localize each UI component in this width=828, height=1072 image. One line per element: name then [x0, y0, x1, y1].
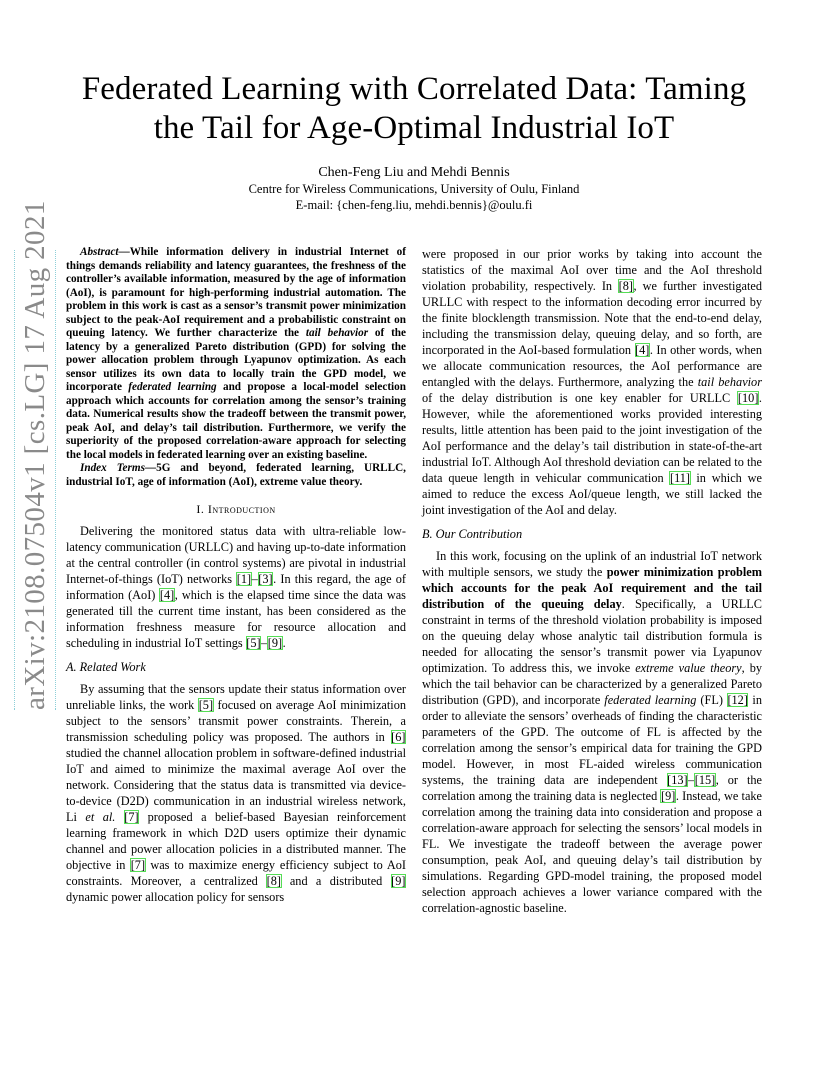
related-work-paragraph-continued: [422, 246, 762, 518]
section-heading-introduction: [66, 501, 406, 517]
citation-link[interactable]: [6]: [391, 730, 406, 744]
body-text: . Specifically, a URLLC constraint in terms of the threshold violation probability is imposed on the queuing delay whose analytic tail distribution formula is needed for allocating the sensor’s transmit power via Lyapunov optimization. To address this, we invoke: [422, 597, 762, 675]
body-text: –: [261, 636, 268, 650]
body-text: In this work, focusing on the uplink of an industrial IoT network with multiple sensors, we study the: [422, 549, 762, 579]
index-terms: [66, 462, 406, 489]
citation-link[interactable]: [8]: [266, 874, 281, 888]
body-text: By assuming that the sensors update their status information over unreliable links, the work: [66, 682, 406, 712]
left-column: [66, 246, 406, 905]
citation-link[interactable]: [5]: [198, 698, 214, 712]
body-text: in which we aimed to reduce the excess AoI/queue length, we still lacked the joint investigation of the AoI and delay.: [422, 471, 762, 517]
body-text: focused on average AoI minimization subject to the sensors’ transmit power constraints. Therein, a transmission scheduling policy was proposed. The authors in: [66, 698, 407, 744]
section-title: Introduction: [207, 502, 276, 516]
body-text: .: [282, 636, 286, 650]
affiliation: Centre for Wireless Communications, University of Oulu, Finland: [248, 182, 580, 196]
body-text: were proposed in our prior works by taking into account the statistics of the maximal AoI over time and the AoI threshold violation probability, respectively. In: [422, 247, 762, 293]
intro-paragraph: [66, 523, 406, 651]
body-text: . In this regard, the age of information (AoI): [66, 572, 406, 602]
authors: Chen-Feng Liu and Mehdi Bennis: [318, 165, 510, 180]
body-text: –: [251, 572, 258, 586]
body-text: and a distributed: [281, 874, 391, 888]
index-terms-text: —5G and beyond, federated learning, URLLC, industrial IoT, age of information (AoI), extreme value theory.: [66, 462, 406, 488]
citation-link[interactable]: [13]: [667, 773, 688, 787]
abstract-text: and propose a local-model selection approach which accounts for correlation among the sensor’s training data. Numerical results show the tradeoff between the transmit power, peak AoI, and delay’s tail distribution. Furthermore, we verify the superiority of the proposed correlation-aware approach for selecting the local models in federated learning over an existing baseline.: [66, 381, 406, 461]
citation-link[interactable]: [1]: [236, 572, 252, 586]
body-text: (FL): [696, 693, 727, 707]
abstract-label: Abstract: [80, 246, 119, 258]
body-text: –: [688, 773, 695, 787]
body-text: dynamic power allocation policy for sensors: [66, 890, 285, 904]
citation-link[interactable]: [9]: [391, 874, 406, 888]
abstract-emphasis: tail behavior: [305, 327, 369, 339]
arxiv-stamp[interactable]: arXiv:2108.07504v1 [cs.LG] 17 Aug 2021: [14, 250, 56, 710]
body-text: in order to alleviate the sensors’ overheads of finding the characteristic parameters of the GPD. The outcome of FL is affected by the correlation among the sensor’s empirical data for training the GPD model. However, in most FL-aided wireless communication systems, the training data are independent: [422, 693, 762, 787]
index-terms-label: Index Terms: [80, 462, 145, 474]
body-text: , or the correlation among the training data is neglected: [422, 773, 762, 803]
subsection-heading-related-work: A. Related Work: [66, 660, 146, 674]
body-text: , which is the elapsed time since the data was generated till the current time instant, has been considered as the information freshness measure for resource allocation and scheduling in industrial IoT settings: [66, 588, 406, 650]
body-text: proposed a belief-based Bayesian reinforcement learning framework in which D2D users optimize their dynamic channel and power allocation policies in a distributed manner. The objective in: [66, 810, 407, 872]
body-text: was to maximize energy efficiency subject to AoI constraints. Moreover, a centralized: [66, 858, 406, 888]
body-text: . However, while the aforementioned works provided interesting results, little attention has been paid to the joint investigation of the AoI performance and the delay’s tail distribution in state-of-the-art industrial IoT. Although AoI threshold deviation can be related to the data queue length in vehicular communication: [422, 391, 762, 485]
citation-link[interactable]: [10]: [737, 391, 759, 405]
emphasis: federated learning: [604, 693, 697, 707]
citation-link[interactable]: [7]: [130, 858, 146, 872]
body-text: . In other words, when we allocate communication resources, the AoI performance are entangled with the delays. Furthermore, analyzing the: [422, 343, 762, 389]
body-text: [115, 810, 123, 824]
emphasis: et al.: [85, 810, 116, 824]
citation-link[interactable]: [7]: [124, 810, 139, 824]
emphasis: extreme value theory: [635, 661, 742, 675]
abstract-emphasis: federated learning: [128, 381, 217, 393]
citation-link[interactable]: [15]: [694, 773, 716, 787]
citation-link[interactable]: [9]: [267, 636, 283, 650]
body-text: studied the channel allocation problem in software-defined industrial IoT and aimed to minimize the maximal average AoI over the network. Considering that the status data is transmitted via device-to-device (D2D) communication in an industrial wireless network, Li: [66, 746, 406, 824]
subsection-heading-contribution: B. Our Contribution: [422, 527, 523, 541]
body-text: Delivering the monitored status data with ultra-reliable low-latency communication (URLLC) and having up-to-date information at the central controller (in control systems) are pivotal in industrial Internet-of-things (IoT) networks: [66, 524, 406, 586]
citation-link[interactable]: [8]: [618, 279, 633, 293]
citation-link[interactable]: [5]: [246, 636, 261, 650]
citation-link[interactable]: [3]: [258, 572, 273, 586]
abstract-text: of the latency by a generalized Pareto distribution (GPD) for solving the power allocation problem through Lyapunov optimization. As each sensor utilizes its own data to locally train the GPD model, we incorporate: [66, 327, 406, 393]
paper-title: Federated Learning with Correlated Data: Taming the Tail for Age-Optimal Industrial IoT: [81, 71, 747, 146]
right-column: [422, 246, 762, 916]
body-text: . Instead, we take correlation among the training data into consideration and propose a correlation-aware approach for selecting the sensors’ local models in FL. We investigate the tradeoff between the average power consumption, peak AoI, and queuing delay’s tail distribution by simulations. Regarding GPD-model training, the proposed model selection approach achieves a lower variance compared with the correlation-agnostic baseline.: [422, 789, 763, 915]
citation-link[interactable]: [4]: [159, 588, 175, 602]
emphasis: tail behavior: [697, 375, 762, 389]
citation-link[interactable]: [12]: [727, 693, 748, 707]
body-text: , by which the tail behavior can be characterized by a generalized Pareto distribution (GPD), and incorporate: [422, 661, 762, 707]
citation-link[interactable]: [11]: [669, 471, 690, 485]
citation-link[interactable]: [4]: [635, 343, 650, 357]
citation-link[interactable]: [9]: [660, 789, 676, 803]
abstract-text: —While information delivery in industrial Internet of things demands reliability and latency guarantees, the freshness of the controller’s available information, measured by the age of information (AoI), is paramount for high-performing industrial automation. The problem in this work is cast as a sensor’s transmit power minimization subject to the peak-AoI requirement and a probabilistic constraint on queuing latency. We further characterize the: [66, 246, 406, 339]
section-number: I.: [196, 502, 208, 516]
email: E-mail: {chen-feng.liu, mehdi.bennis}@oulu.fi: [295, 198, 533, 212]
body-text: of the delay distribution is one key enabler for URLLC: [422, 391, 738, 405]
bold-text: power minimization problem which accounts for the peak AoI requirement and the tail distribution of the queuing delay: [422, 565, 762, 611]
contribution-paragraph: [422, 548, 762, 916]
body-text: , we further investigated URLLC with respect to the information decoding error incurred by the finite blocklength transmission. Note that the end-to-end delay, including the transmission delay, queuing delay, and so forth, are incorporated in the AoI-based formulation: [422, 279, 762, 357]
abstract: [66, 246, 406, 462]
related-work-paragraph: [66, 681, 406, 905]
